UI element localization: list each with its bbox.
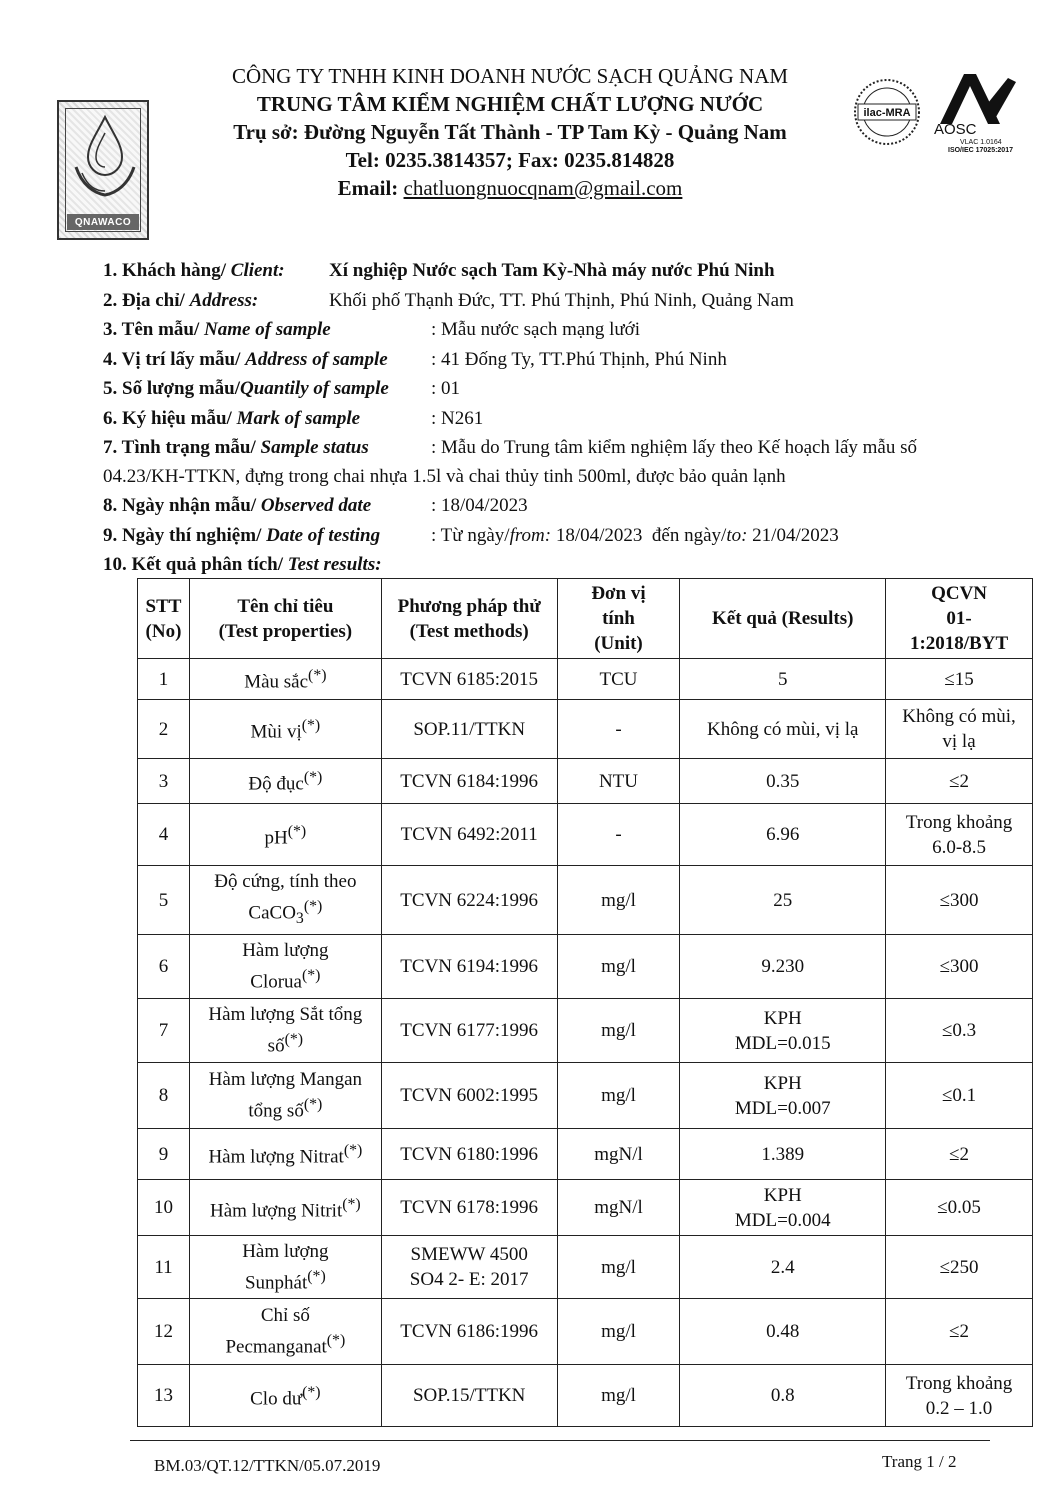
cell-limit: ≤2 — [886, 1129, 1033, 1180]
email-label: Email: — [337, 176, 404, 200]
aosc-vlac: VLAC 1.0164 — [960, 139, 1002, 146]
ilac-mra-logo — [852, 72, 922, 152]
mark-label: 6. Ký hiệu mẫu/ — [103, 407, 237, 429]
testing-from: 18/04/2023 — [551, 524, 643, 546]
cell-property: Clo dư(*) — [189, 1365, 381, 1427]
footer-divider — [130, 1440, 990, 1441]
cell-unit: mg/l — [557, 999, 680, 1063]
cell-property: Độ cứng, tính theo CaCO$_3$(*) — [189, 866, 381, 935]
cell-limit: Trong khoảng 0.2 – 1.0 — [886, 1365, 1033, 1427]
header-property: Tên chỉ tiêu (Test properties) — [189, 579, 381, 659]
table-header-row — [138, 579, 1033, 659]
address-value: Khối phố Thạnh Đức, TT. Phú Thịnh, Phú Ninh, Quảng Nam — [329, 289, 794, 311]
cell-unit: mg/l — [557, 1063, 680, 1129]
cell-limit: ≤0.1 — [886, 1063, 1033, 1129]
info-results-heading — [103, 550, 1003, 580]
testing-from-en: from: — [509, 524, 552, 546]
cell-result: 2.4 — [680, 1236, 886, 1299]
table-row — [138, 999, 1033, 1063]
quantity-label-en: Quantily of sample — [240, 378, 389, 399]
cell-method: TCVN 6002:1995 — [381, 1063, 557, 1129]
cell-no: 9 — [138, 1129, 190, 1180]
cell-property: Hàm lượng Clorua(*) — [189, 935, 381, 999]
table-row — [138, 866, 1033, 935]
cell-result: 5 — [680, 659, 886, 700]
client-value: Xí nghiệp Nước sạch Tam Kỳ-Nhà máy nước Phú Ninh — [329, 260, 775, 281]
cell-unit: mg/l — [557, 935, 680, 999]
cell-limit: ≤300 — [886, 935, 1033, 999]
cell-method: SOP.11/TTKN — [381, 700, 557, 759]
table-row — [138, 1365, 1033, 1427]
sample-name-label: 3. Tên mẫu/ — [103, 319, 205, 340]
header-unit: Đơn vị tính (Unit) — [557, 579, 680, 659]
results-table — [137, 578, 1033, 1427]
testing-label-en: Date of testing — [266, 524, 381, 546]
company-logo — [57, 100, 149, 240]
cell-unit: mg/l — [557, 1236, 680, 1299]
table-row — [138, 1299, 1033, 1365]
cell-limit: ≤2 — [886, 1299, 1033, 1365]
cell-unit: mg/l — [557, 1365, 680, 1427]
cell-result: Không có mùi, vị lạ — [680, 700, 886, 759]
cell-no: 7 — [138, 999, 190, 1063]
cell-method: TCVN 6185:2015 — [381, 659, 557, 700]
observed-label: 8. Ngày nhận mẫu/ — [103, 495, 261, 516]
cell-no: 6 — [138, 935, 190, 999]
cell-property: Màu sắc(*) — [189, 659, 381, 700]
cell-unit: TCU — [557, 659, 680, 700]
cell-unit: - — [557, 804, 680, 866]
cell-unit: NTU — [557, 759, 680, 804]
cell-property: Hàm lượng Sắt tổng số(*) — [189, 999, 381, 1063]
cell-no: 11 — [138, 1236, 190, 1299]
cell-method: TCVN 6177:1996 — [381, 999, 557, 1063]
center-name: TRUNG TÂM KIỂM NGHIỆM CHẤT LƯỢNG NƯỚC — [256, 92, 764, 116]
observed-label-en: Observed date — [260, 495, 372, 516]
cell-result: 6.96 — [680, 804, 886, 866]
cell-property: Độ đục(*) — [189, 759, 381, 804]
info-testing — [103, 521, 1003, 551]
aosc-iso: ISO/IEC 17025:2017 — [948, 147, 1013, 154]
cell-property: Hàm lượng Nitrat(*) — [189, 1129, 381, 1180]
cell-property: Hàm lượng Nitrit(*) — [189, 1180, 381, 1236]
table-row — [138, 1129, 1033, 1180]
testing-to: 21/04/2023 — [747, 524, 839, 546]
client-label: 1. Khách hàng/ — [103, 260, 231, 281]
company-name: CÔNG TY TNHH KINH DOANH NƯỚC SẠCH QUẢNG NAM — [231, 64, 789, 88]
quantity-label: 5. Số lượng mẫu/ — [103, 378, 241, 399]
ilac-text: ilac-MRA — [863, 107, 911, 119]
cell-no: 2 — [138, 700, 190, 759]
cell-result: 0.35 — [680, 759, 886, 804]
cell-method: TCVN 6180:1996 — [381, 1129, 557, 1180]
info-address — [103, 286, 1003, 316]
cell-result: KPH MDL=0.015 — [680, 999, 886, 1063]
info-mark — [103, 404, 1003, 434]
sample-addr-label: 4. Vị trí lấy mẫu/ — [103, 348, 246, 370]
info-status-cont — [103, 462, 1003, 491]
sample-addr-value: : 41 Đống Ty, TT.Phú Thịnh, Phú Ninh — [431, 348, 727, 370]
client-label-en: Client: — [230, 260, 285, 281]
testing-label: 9. Ngày thí nghiệm/ — [103, 524, 267, 546]
cell-property: Chỉ số Pecmanganat(*) — [189, 1299, 381, 1365]
contact-phone: Tel: 0235.3814357; Fax: 0235.814828 — [345, 148, 675, 172]
cell-unit: mg/l — [557, 1299, 680, 1365]
cell-no: 8 — [138, 1063, 190, 1129]
cell-unit: mgN/l — [557, 1129, 680, 1180]
cell-result: KPH MDL=0.007 — [680, 1063, 886, 1129]
cell-limit: ≤250 — [886, 1236, 1033, 1299]
cell-property: Mùi vị(*) — [189, 700, 381, 759]
info-observed — [103, 491, 1003, 521]
status-label: 7. Tình trạng mẫu/ — [103, 437, 261, 458]
cell-property: Hàm lượng Mangan tổng số(*) — [189, 1063, 381, 1129]
sample-name-value: : Mẫu nước sạch mạng lưới — [431, 319, 641, 340]
status-label-en: Sample status — [260, 437, 369, 458]
cell-unit: - — [557, 700, 680, 759]
form-code: BM.03/QT.12/TTKN/05.07.2019 — [154, 1456, 381, 1475]
page-number: Trang 1 / 2 — [882, 1452, 957, 1471]
header-result: Kết quả (Results) — [680, 579, 886, 659]
table-row — [138, 1063, 1033, 1129]
cell-method: TCVN 6492:2011 — [381, 804, 557, 866]
cell-no: 13 — [138, 1365, 190, 1427]
info-status — [103, 433, 1003, 462]
cell-unit: mgN/l — [557, 1180, 680, 1236]
water-drop-icon — [66, 109, 144, 213]
table-row — [138, 1180, 1033, 1236]
office-address: Trụ sở: Đường Nguyễn Tất Thành - TP Tam Kỳ - Quảng Nam — [233, 120, 787, 144]
cell-limit: ≤2 — [886, 759, 1033, 804]
aosc-text: AOSC — [934, 121, 977, 138]
mark-label-en: Mark of sample — [236, 407, 361, 429]
cell-limit: ≤0.05 — [886, 1180, 1033, 1236]
header-method: Phương pháp thử (Test methods) — [381, 579, 557, 659]
info-quantity — [103, 374, 1003, 404]
cell-result: KPH MDL=0.004 — [680, 1180, 886, 1236]
table-row — [138, 759, 1033, 804]
sample-info — [103, 256, 1003, 580]
address-label: 2. Địa chỉ/ — [103, 289, 190, 311]
header-qcvn: QCVN 01- 1:2018/BYT — [886, 579, 1033, 659]
cell-no: 12 — [138, 1299, 190, 1365]
cell-unit: mg/l — [557, 866, 680, 935]
mark-value: : N261 — [431, 407, 484, 429]
sample-name-label-en: Name of sample — [204, 319, 331, 340]
table-row — [138, 1236, 1033, 1299]
results-label-en: Test results: — [287, 554, 382, 575]
cell-method: TCVN 6184:1996 — [381, 759, 557, 804]
status-value-line2: 04.23/KH-TTKN, đựng trong chai nhựa 1.5l và chai thủy tinh 500ml, được bảo quản lạnh — [103, 466, 786, 487]
testing-to-en: to: — [726, 524, 748, 546]
cell-method: TCVN 6194:1996 — [381, 935, 557, 999]
status-value-line1: : Mẫu do Trung tâm kiểm nghiệm lấy theo Kế hoạch lấy mẫu số — [431, 437, 918, 458]
cell-result: 9.230 — [680, 935, 886, 999]
info-client — [103, 256, 1003, 286]
cell-no: 3 — [138, 759, 190, 804]
cell-no: 1 — [138, 659, 190, 700]
quantity-value: : 01 — [431, 378, 461, 399]
testing-value — [431, 521, 839, 551]
cell-limit: Trong khoảng 6.0-8.5 — [886, 804, 1033, 866]
cell-method: TCVN 6178:1996 — [381, 1180, 557, 1236]
table-row — [138, 700, 1033, 759]
table-row — [138, 659, 1033, 700]
cell-method: SOP.15/TTKN — [381, 1365, 557, 1427]
cell-result: 0.48 — [680, 1299, 886, 1365]
cell-limit: ≤15 — [886, 659, 1033, 700]
cell-result: 25 — [680, 866, 886, 935]
info-sample-address — [103, 345, 1003, 375]
sample-addr-label-en: Address of sample — [245, 348, 388, 370]
cell-method: TCVN 6186:1996 — [381, 1299, 557, 1365]
cell-result: 0.8 — [680, 1365, 886, 1427]
header-stt: STT (No) — [138, 579, 190, 659]
testing-to-prefix: đến ngày/ — [642, 524, 727, 546]
info-sample-name — [103, 315, 1003, 345]
cell-method: SMEWW 4500 SO4 2- E: 2017 — [381, 1236, 557, 1299]
cell-property: pH(*) — [189, 804, 381, 866]
aosc-logo — [930, 68, 1020, 154]
contact-email — [150, 174, 870, 202]
table-row — [138, 804, 1033, 866]
cell-limit: ≤0.3 — [886, 999, 1033, 1063]
cell-property: Hàm lượng Sunphát(*) — [189, 1236, 381, 1299]
cell-no: 4 — [138, 804, 190, 866]
cell-method: TCVN 6224:1996 — [381, 866, 557, 935]
cell-limit: ≤300 — [886, 866, 1033, 935]
results-label: 10. Kết quả phân tích/ — [103, 554, 288, 575]
address-label-en: Address: — [189, 289, 259, 311]
cell-no: 5 — [138, 866, 190, 935]
table-row — [138, 935, 1033, 999]
logo-text: QNAWACO — [67, 214, 139, 230]
email-link[interactable]: chatluongnuocqnam@gmail.com — [403, 176, 683, 200]
document-header — [150, 62, 870, 202]
testing-from-prefix: : Từ ngày/ — [431, 524, 510, 546]
cell-no: 10 — [138, 1180, 190, 1236]
cell-result: 1.389 — [680, 1129, 886, 1180]
cell-limit: Không có mùi, vị lạ — [886, 700, 1033, 759]
observed-value: : 18/04/2023 — [431, 495, 528, 516]
